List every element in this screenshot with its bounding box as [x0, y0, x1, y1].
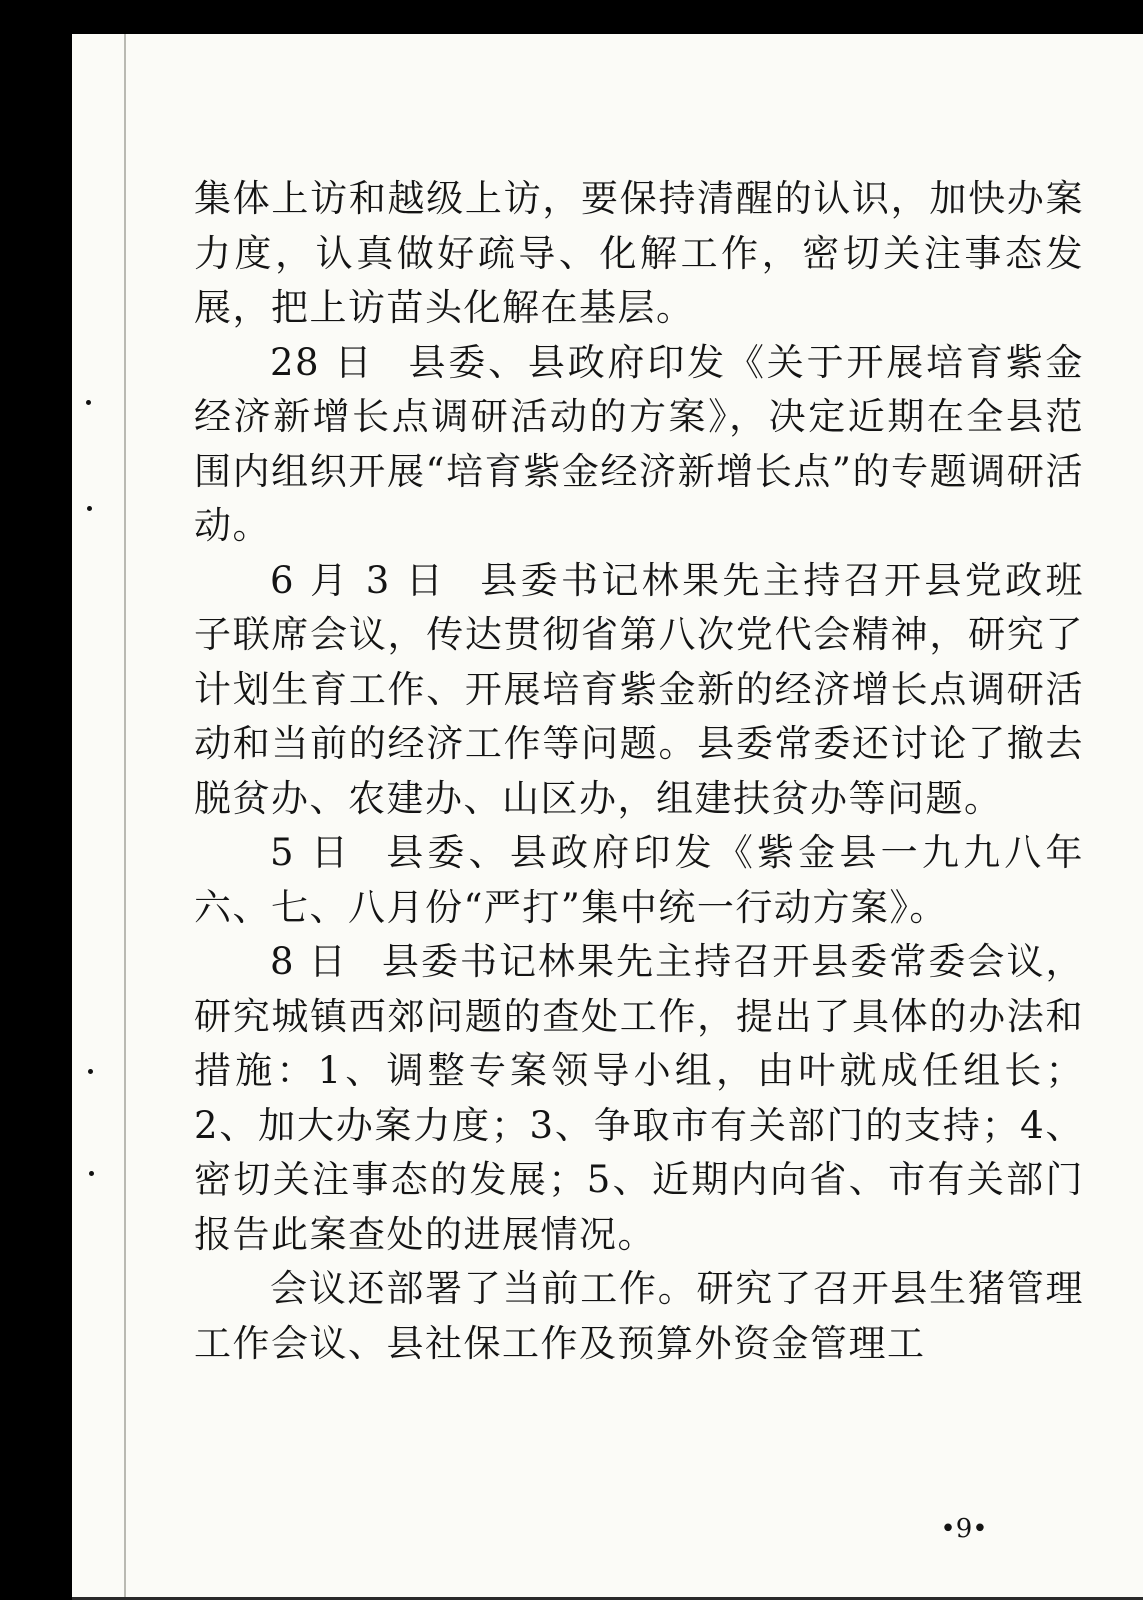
page-number: •9•: [940, 1514, 988, 1544]
paragraph-text: 集体上访和越级上访，要保持清醒的认识，加快办案力度，认真做好疏导、化解工作，密切关注事态发展，把上访苗头化解在基层。: [194, 177, 1084, 329]
entry-date: 5 日: [270, 831, 353, 874]
scan-speck: [89, 1171, 94, 1176]
paragraph-text: 县委、县政府印发《关于开展培育紫金经济新增长点调研活动的方案》，决定近期在全县范围内组织开展“培育紫金经济新增长点”的专题调研活动。: [194, 340, 1085, 547]
scan-speck: [86, 400, 91, 405]
paragraph: [194, 172, 1084, 336]
entry-date: 8 日: [270, 940, 348, 983]
paragraph-text: 县委书记林果先主持召开县党政班子联席会议，传达贯彻省第八次党代会精神，研究了计划生育工作、开展培育紫金新的经济增长点调研活动和当前的经济工作等问题。县委常委还讨论了撤去脱贫办、农建办、山区办，组建扶贫办等问题。: [194, 558, 1084, 820]
paragraph-text: 县委书记林果先主持召开县委常委会议，研究城镇西郊问题的查处工作，提出了具体的办法和措施：1、调整专案领导小组，由叶就成任组长；2、加大办案力度；3、争取市有关部门的支持；4、密切关注事态的发展；5、近期内向省、市有关部门报告此案查处的进展情况。: [194, 940, 1084, 1256]
paragraph: [194, 1262, 1084, 1371]
paragraph: [194, 336, 1084, 554]
scan-speck: [87, 506, 92, 511]
document-page: [72, 34, 1143, 1600]
paragraph: [194, 826, 1084, 935]
paragraph-text: 会议还部署了当前工作。研究了召开县生猪管理工作会议、县社保工作及预算外资金管理工: [194, 1267, 1084, 1365]
scan-speck: [88, 1069, 93, 1074]
paragraph-text: 县委、县政府印发《紫金县一九九八年六、七、八月份“严打”集中统一行动方案》。: [194, 831, 1084, 929]
paragraph: [194, 554, 1084, 827]
binding-line: [124, 34, 126, 1600]
entry-date: 6 月 3 日: [270, 558, 447, 602]
paragraph: [194, 935, 1084, 1262]
body-text: [194, 172, 1084, 1371]
entry-date: 28 日: [270, 340, 375, 384]
